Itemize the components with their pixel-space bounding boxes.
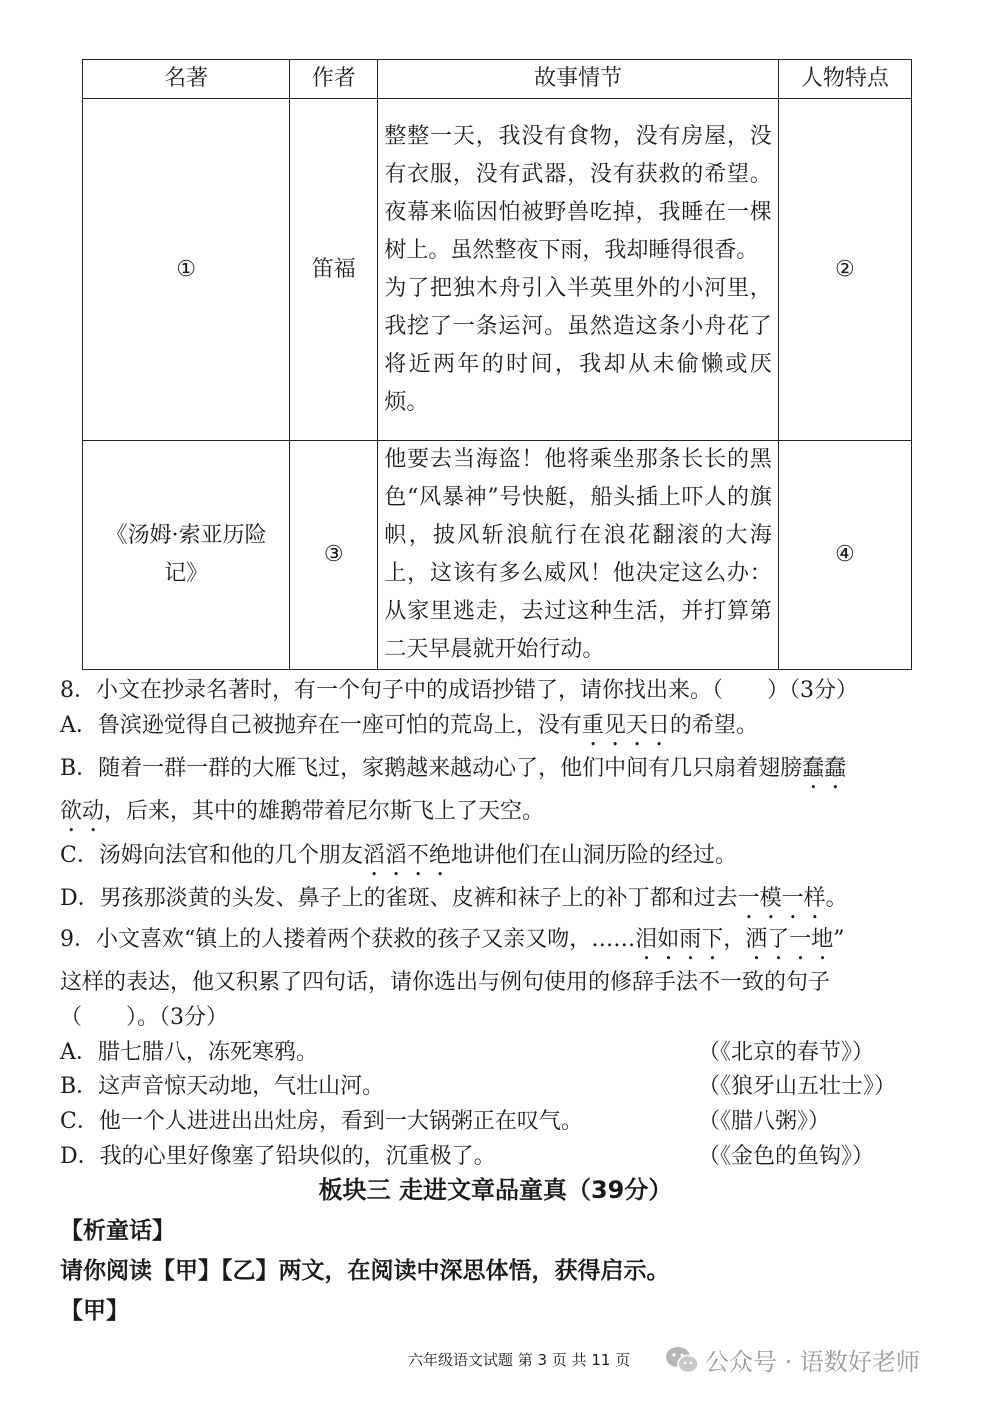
q9-stem-line2: 这样的表达，他又积累了四句话，请你选出与例句使用的修辞手法不一致的句子 <box>60 970 831 995</box>
q9-stem-line3: （ ）。（3分） <box>60 1005 228 1030</box>
passage-jia-label: 【甲】 <box>60 1298 129 1324</box>
q9-stem-line1 <box>60 922 845 965</box>
cell-plot <box>378 99 778 441</box>
option-text: C．汤姆向法官和他的几个朋友 <box>60 843 363 868</box>
plot-paragraph: 他要去当海盗！他将乘坐那条长长的黑色“风暴神”号快艇，船头插上吓人的旗帜，披风斩浪航行在浪花翻滚的大海上，这该有多么威风！他决定这么办：从家里逃走，去过这种生活，并打算第二天早晨就开始行动。 <box>384 447 772 662</box>
option-text: 。 <box>825 886 848 911</box>
section-instruction: 请你阅读【甲】【乙】两文，在阅读中深思体悟，获得启示。 <box>60 1258 670 1284</box>
header-trait: 人物特点 <box>778 60 911 99</box>
option-text: 的希望。 <box>669 713 758 738</box>
cell-author: ③ <box>290 441 378 670</box>
header-work: 名著 <box>83 60 290 99</box>
idiom-dotted: 蠢蠢 <box>802 756 847 781</box>
option-text: B．随着一群一群的大雁飞过，家鹅越来越动心了，他们中间有几只扇着翅膀 <box>60 756 803 781</box>
plot-paragraph: 为了把独木舟引入半英里外的小河里，我挖了一条运河。虽然造这条小舟花了将近两年的时间，我却从未偷懒或厌烦。 <box>384 275 772 415</box>
works-table <box>82 59 912 670</box>
wechat-icon <box>665 1345 699 1375</box>
q8-option-b-cont <box>60 794 544 837</box>
q8-option-d <box>60 881 848 924</box>
q8-option-b <box>60 751 846 794</box>
table-row <box>83 99 912 441</box>
cell-work: 《汤姆·索亚历险记》 <box>83 441 290 670</box>
option-text: A．鲁滨逊觉得自己被抛弃在一座可怕的荒岛上，没有 <box>60 713 582 738</box>
option-text: 地讲他们在山洞历险的经过。 <box>450 843 737 868</box>
cell-work: ① <box>83 99 290 441</box>
page-footer: 六年级语文试题 第 3 页 共 11 页 <box>408 1351 631 1369</box>
table-header-row <box>83 60 912 99</box>
q9-option-d: D．我的心里好像塞了铅块似的，沉重极了。 <box>60 1144 496 1169</box>
plot-paragraph: 整整一天，我没有食物，没有房屋，没有衣服，没有武器，没有获救的希望。夜幕来临因怕被野兽吃掉，我睡在一棵树上。虽然整夜下雨，我却睡得很香。 <box>384 123 772 263</box>
stem-text: ” <box>833 927 845 952</box>
cell-trait: ④ <box>778 441 911 670</box>
header-author: 作者 <box>290 60 378 99</box>
idiom-dotted: 欲动 <box>60 799 105 824</box>
stem-text: 9．小文喜欢“镇上的人搂着两个获救的孩子又亲又吻，…… <box>60 927 636 952</box>
q9-source-c: （《腊八粥》） <box>698 1109 831 1134</box>
section-subheading: 【析童话】 <box>60 1218 175 1244</box>
cell-author: 笛福 <box>290 99 378 441</box>
q9-option-a: A．腊七腊八，冻死寒鸦。 <box>60 1040 318 1065</box>
cell-trait: ② <box>778 99 911 441</box>
idiom-dotted: 滔滔不绝 <box>362 843 451 868</box>
q9-option-b: B．这声音惊天动地，气壮山河。 <box>60 1074 385 1099</box>
cell-plot <box>378 441 778 670</box>
q9-source-a: （《北京的春节》） <box>698 1040 875 1065</box>
q9-source-d: （《金色的鱼钩》） <box>698 1144 875 1169</box>
section-heading: 板块三 走进文章品童真（39分） <box>318 1176 673 1204</box>
phrase-dotted: 泪如雨下 <box>635 927 724 952</box>
q9-source-b: （《狼牙山五壮士》） <box>698 1074 897 1099</box>
watermark-text: 公众号 · 语数好老师 <box>705 1348 920 1376</box>
table-row <box>83 441 912 670</box>
stem-text: ， <box>723 927 746 952</box>
q9-option-c: C．他一个人进进出出灶房，看到一大锅粥正在叹气。 <box>60 1109 583 1134</box>
phrase-dotted: 洒了一地 <box>745 927 834 952</box>
idiom-dotted: 一模一样 <box>737 886 826 911</box>
watermark <box>665 1342 920 1377</box>
q8-option-a <box>60 708 758 751</box>
option-text: D．男孩那淡黄的头发、鼻子上的雀斑、皮裤和袜子上的补丁都和过去 <box>60 886 738 911</box>
option-text: ，后来，其中的雄鹅带着尼尔斯飞上了天空。 <box>104 799 545 824</box>
idiom-dotted: 重见天日 <box>581 713 670 738</box>
header-plot: 故事情节 <box>378 60 778 99</box>
q8-stem: 8．小文在抄录名著时，有一个句子中的成语抄错了，请你找出来。（ ）（3分） <box>60 678 858 703</box>
q8-option-c <box>60 838 737 881</box>
